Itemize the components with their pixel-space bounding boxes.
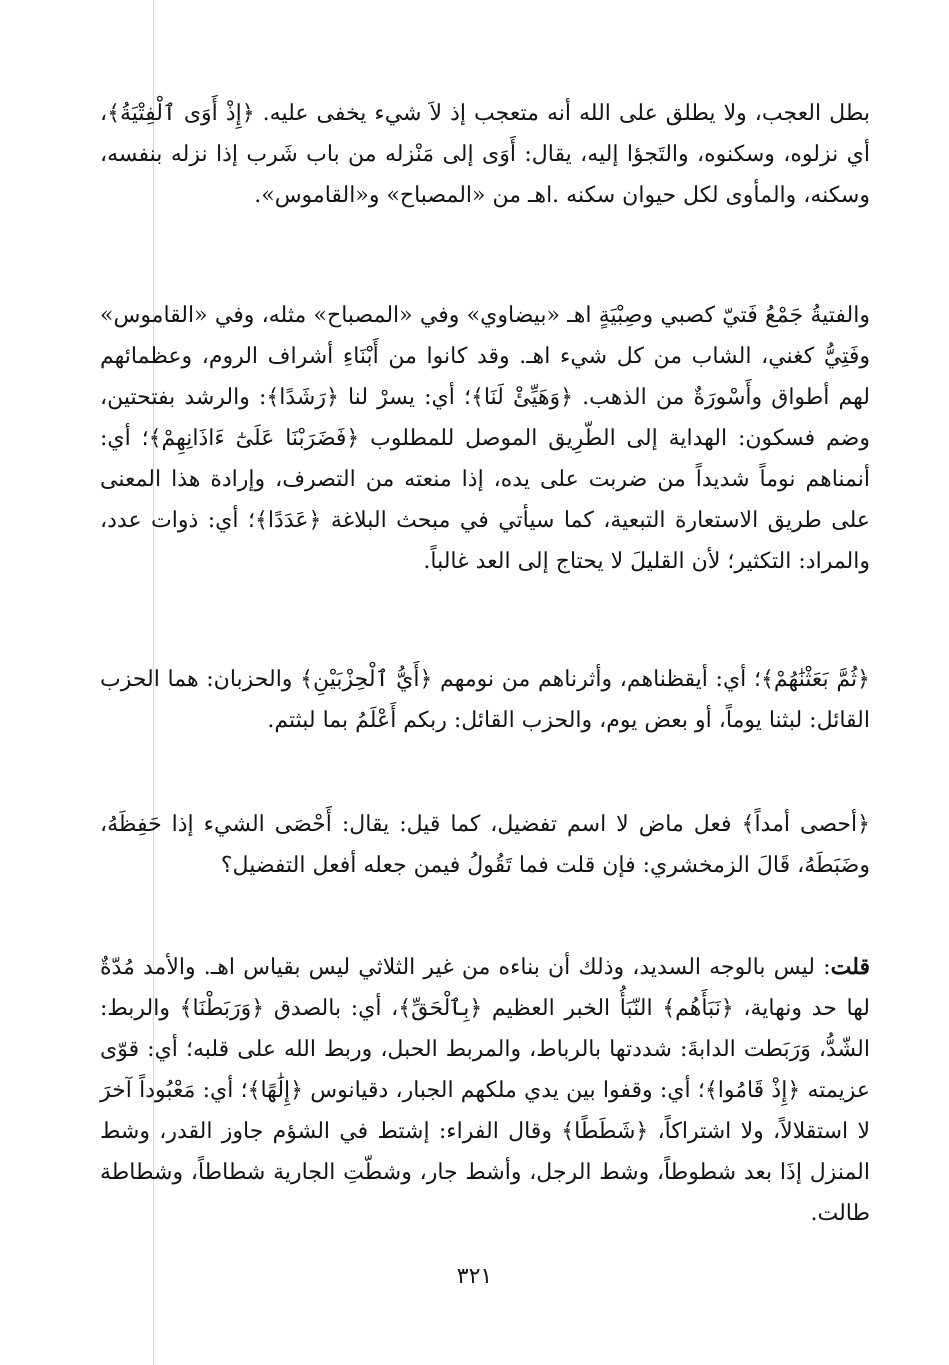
paragraph-4-text: ﴿أحصى أمداً﴾ فعل ماض لا اسم تفضيل، كما قيل: يقال: أَحْصَى الشيء إذا حَفِظَهُ، وضَبَطَهُ، قَالَ الزمخشري: فإن قلت فما تَقُولُ فيمن جعله أفعل التفضيل؟	[100, 812, 870, 878]
paragraph-1	[100, 93, 870, 281]
paragraph-2-text: والفتيةُ جَمْعُ فَتيّ كصبي وصِبْيَةٍ اهـ «بيضاوي» وفي «المصباح» مثله، وفي «القاموس» وفَتِيُّ كغني، الشاب من كل شيء اهـ. وقد كانوا من أَبْنَاءِ أشراف الروم، وعظمائهم لهم أطواق وأَسْورَةٌ من الذهب. ﴿وَهَيِّئْ لَنَا﴾؛ أي: يسرْ لنا ﴿رَشَدًا﴾: والرشد بفتحتين، وضم فسكون: الهداية إلى الطّرِيق الموصل للمطلوب ﴿فَضَرَبْنَا عَلَىٰٓ ءَاذَانِهِمْ﴾؛ أي: أنمناهم نوماً شديداً من ضربت على يده، إذا منعته من التصرف، وإرادة هذا المعنى على طريق الاستعارة التبعية، كما سيأتي في مبحث البلاغة ﴿عَدَدًا﴾؛ أي: ذوات عدد، والمراد: التكثير؛ لأن القليلَ لا يحتاج إلى العد غالباً.	[100, 303, 870, 574]
paragraph-5-text: : ليس بالوجه السديد، وذلك أن بناءه من غير الثلاثي ليس بقياس اهـ. والأمد مُدّةٌ لها حد ونهاية، ﴿نَبَأَهُم﴾ النّبَأُ الخبر العظيم ﴿بِٱلْحَقِّ﴾، أي: بالصدق ﴿وَرَبَطْنَا﴾ والربط: الشّدُّ، وَرَبَطت الدابةَ: شددتها بالرباط، والمربط الحبل، وربط الله على قلبه؛ أي: قوّى عزيمته ﴿إِذْ قَامُوا﴾؛ أي: وقفوا بين يدي ملكهم الجبار، دقيانوس ﴿إِلَٰهًا﴾؛ أي: مَعْبُوداً آخرَ لا استقلالاً، ولا اشتراكاً، ﴿شَطَطًا﴾ وقال الفراء: إشتط في الشؤم جاوز القدر، وشط المنزل إذَا بعد شطوطاً، وشط الرجل، وأشط جار، وشطّتِ الجارية شطاطاً، وشطاطة طالت.	[100, 955, 870, 1226]
paragraph-4	[100, 804, 870, 886]
paragraph-3	[100, 659, 870, 741]
page-number: ٣٢١	[456, 1264, 493, 1289]
paragraph-2	[100, 295, 870, 582]
body-text-4	[100, 804, 870, 886]
paragraph-1-text: بطل العجب، ولا يطلق على الله أنه متعجب إذ لاَ شيء يخفى عليه. ﴿إِذْ أَوَى ٱلْفِتْيَةُ﴾، أي نزلوه، وسكنوه، والتَجؤا إليه، يقال: أَوَى إلى مَنْزله من باب شَرب إذا نزله بنفسه، وسكنه، والمأوى لكل حيوان سكنه .اهـ من «المصباح» و«القاموس».	[100, 101, 870, 208]
body-text-3	[100, 659, 870, 741]
body-text-5	[100, 947, 870, 1234]
body-text	[100, 93, 870, 281]
paragraph-5	[100, 947, 870, 1234]
body-text-2	[100, 295, 870, 582]
paragraph-3-text: ﴿ثُمَّ بَعَثْنَٰهُمْ﴾؛ أي: أيقظناهم، وأثرناهم من نومهم ﴿أَيُّ ٱلْحِزْبَيْنِ﴾ والحزبان: هما الحزب القائل: لبثنا يوماً، أو بعض يوم، والحزب القائل: ربكم أَعْلَمُ بما لبثتم.	[100, 667, 870, 733]
paragraph-5-lead: قلت	[830, 954, 870, 980]
